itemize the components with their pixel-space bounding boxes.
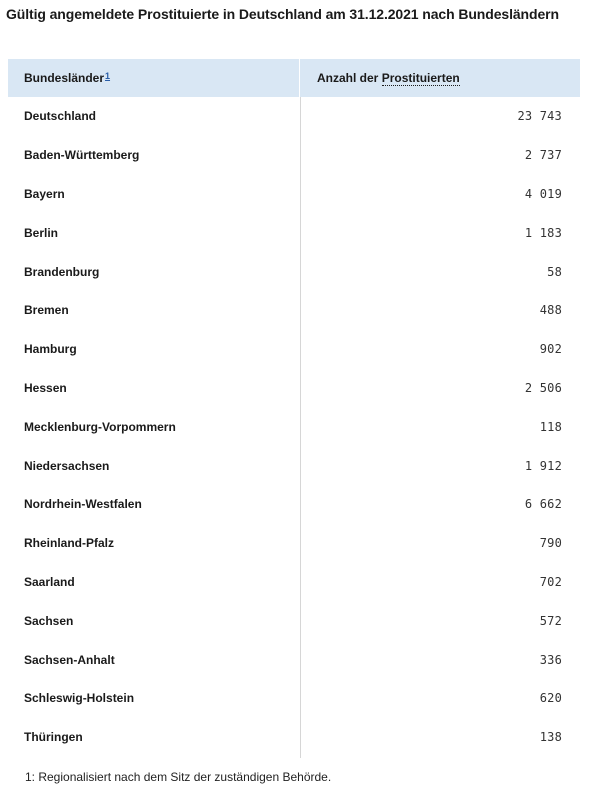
- count-value: 2 506: [524, 380, 562, 395]
- state-name: Schleswig-Holstein: [24, 691, 135, 706]
- table-row: [8, 369, 580, 408]
- table-row: [8, 213, 580, 252]
- state-name: Deutschland: [24, 109, 97, 124]
- count-value: 6 662: [524, 497, 562, 512]
- table-row: [8, 136, 580, 175]
- count-value: 572: [539, 613, 562, 628]
- table-body: [8, 97, 580, 757]
- state-name: Mecklenburg-Vorpommern: [24, 419, 176, 434]
- state-name: Nordrhein-Westfalen: [24, 497, 142, 512]
- column-header-prefix: Anzahl der: [317, 71, 379, 85]
- count-value: 336: [539, 652, 562, 667]
- data-table: [8, 59, 580, 757]
- count-value: 23 743: [517, 109, 562, 124]
- state-name: Bayern: [24, 186, 65, 201]
- state-name: Bremen: [24, 303, 69, 318]
- count-value: 902: [539, 342, 562, 357]
- state-name: Hessen: [24, 380, 67, 395]
- state-name: Saarland: [24, 574, 75, 589]
- count-value: 4 019: [524, 186, 562, 201]
- table-row: [8, 485, 580, 524]
- column-header-anzahl: [300, 59, 580, 97]
- table-row: [8, 640, 580, 679]
- glossary-term[interactable]: Prostituierten: [381, 70, 460, 85]
- count-value: 702: [539, 574, 562, 589]
- state-name: Brandenburg: [24, 264, 100, 279]
- table-row: [8, 718, 580, 757]
- table-row: [8, 601, 580, 640]
- count-value: 620: [539, 691, 562, 706]
- table-row: [8, 446, 580, 485]
- state-name: Thüringen: [24, 730, 83, 745]
- footnote-link[interactable]: 1: [105, 71, 111, 81]
- count-value: 1 912: [524, 458, 562, 473]
- table-row: [8, 330, 580, 369]
- table-row: [8, 97, 580, 136]
- column-header-bundeslaender: [8, 59, 300, 97]
- state-name: Rheinland-Pfalz: [24, 536, 115, 551]
- state-name: Baden-Württemberg: [24, 148, 140, 163]
- page-title: Gültig angemeldete Prostituierte in Deutschland am 31.12.2021 nach Bundesländern: [6, 6, 559, 22]
- count-value: 488: [539, 303, 562, 318]
- state-name: Berlin: [24, 225, 59, 240]
- footnote: 1: Regionalisiert nach dem Sitz der zuständigen Behörde.: [25, 770, 332, 784]
- count-value: 138: [539, 730, 562, 745]
- column-divider: [300, 97, 301, 758]
- state-name: Sachsen-Anhalt: [24, 652, 115, 667]
- count-value: 2 737: [524, 148, 562, 163]
- table-row: [8, 563, 580, 602]
- table-row: [8, 291, 580, 330]
- table-row: [8, 524, 580, 563]
- count-value: 58: [547, 264, 562, 279]
- table-row: [8, 407, 580, 446]
- state-name: Sachsen: [24, 613, 74, 628]
- table-row: [8, 252, 580, 291]
- table-row: [8, 175, 580, 214]
- state-name: Niedersachsen: [24, 458, 110, 473]
- count-value: 1 183: [524, 225, 562, 240]
- state-name: Hamburg: [24, 342, 77, 357]
- count-value: 118: [539, 419, 562, 434]
- count-value: 790: [539, 536, 562, 551]
- table-header: [8, 59, 580, 97]
- table-row: [8, 679, 580, 718]
- column-header-label: Bundesländer: [24, 71, 105, 85]
